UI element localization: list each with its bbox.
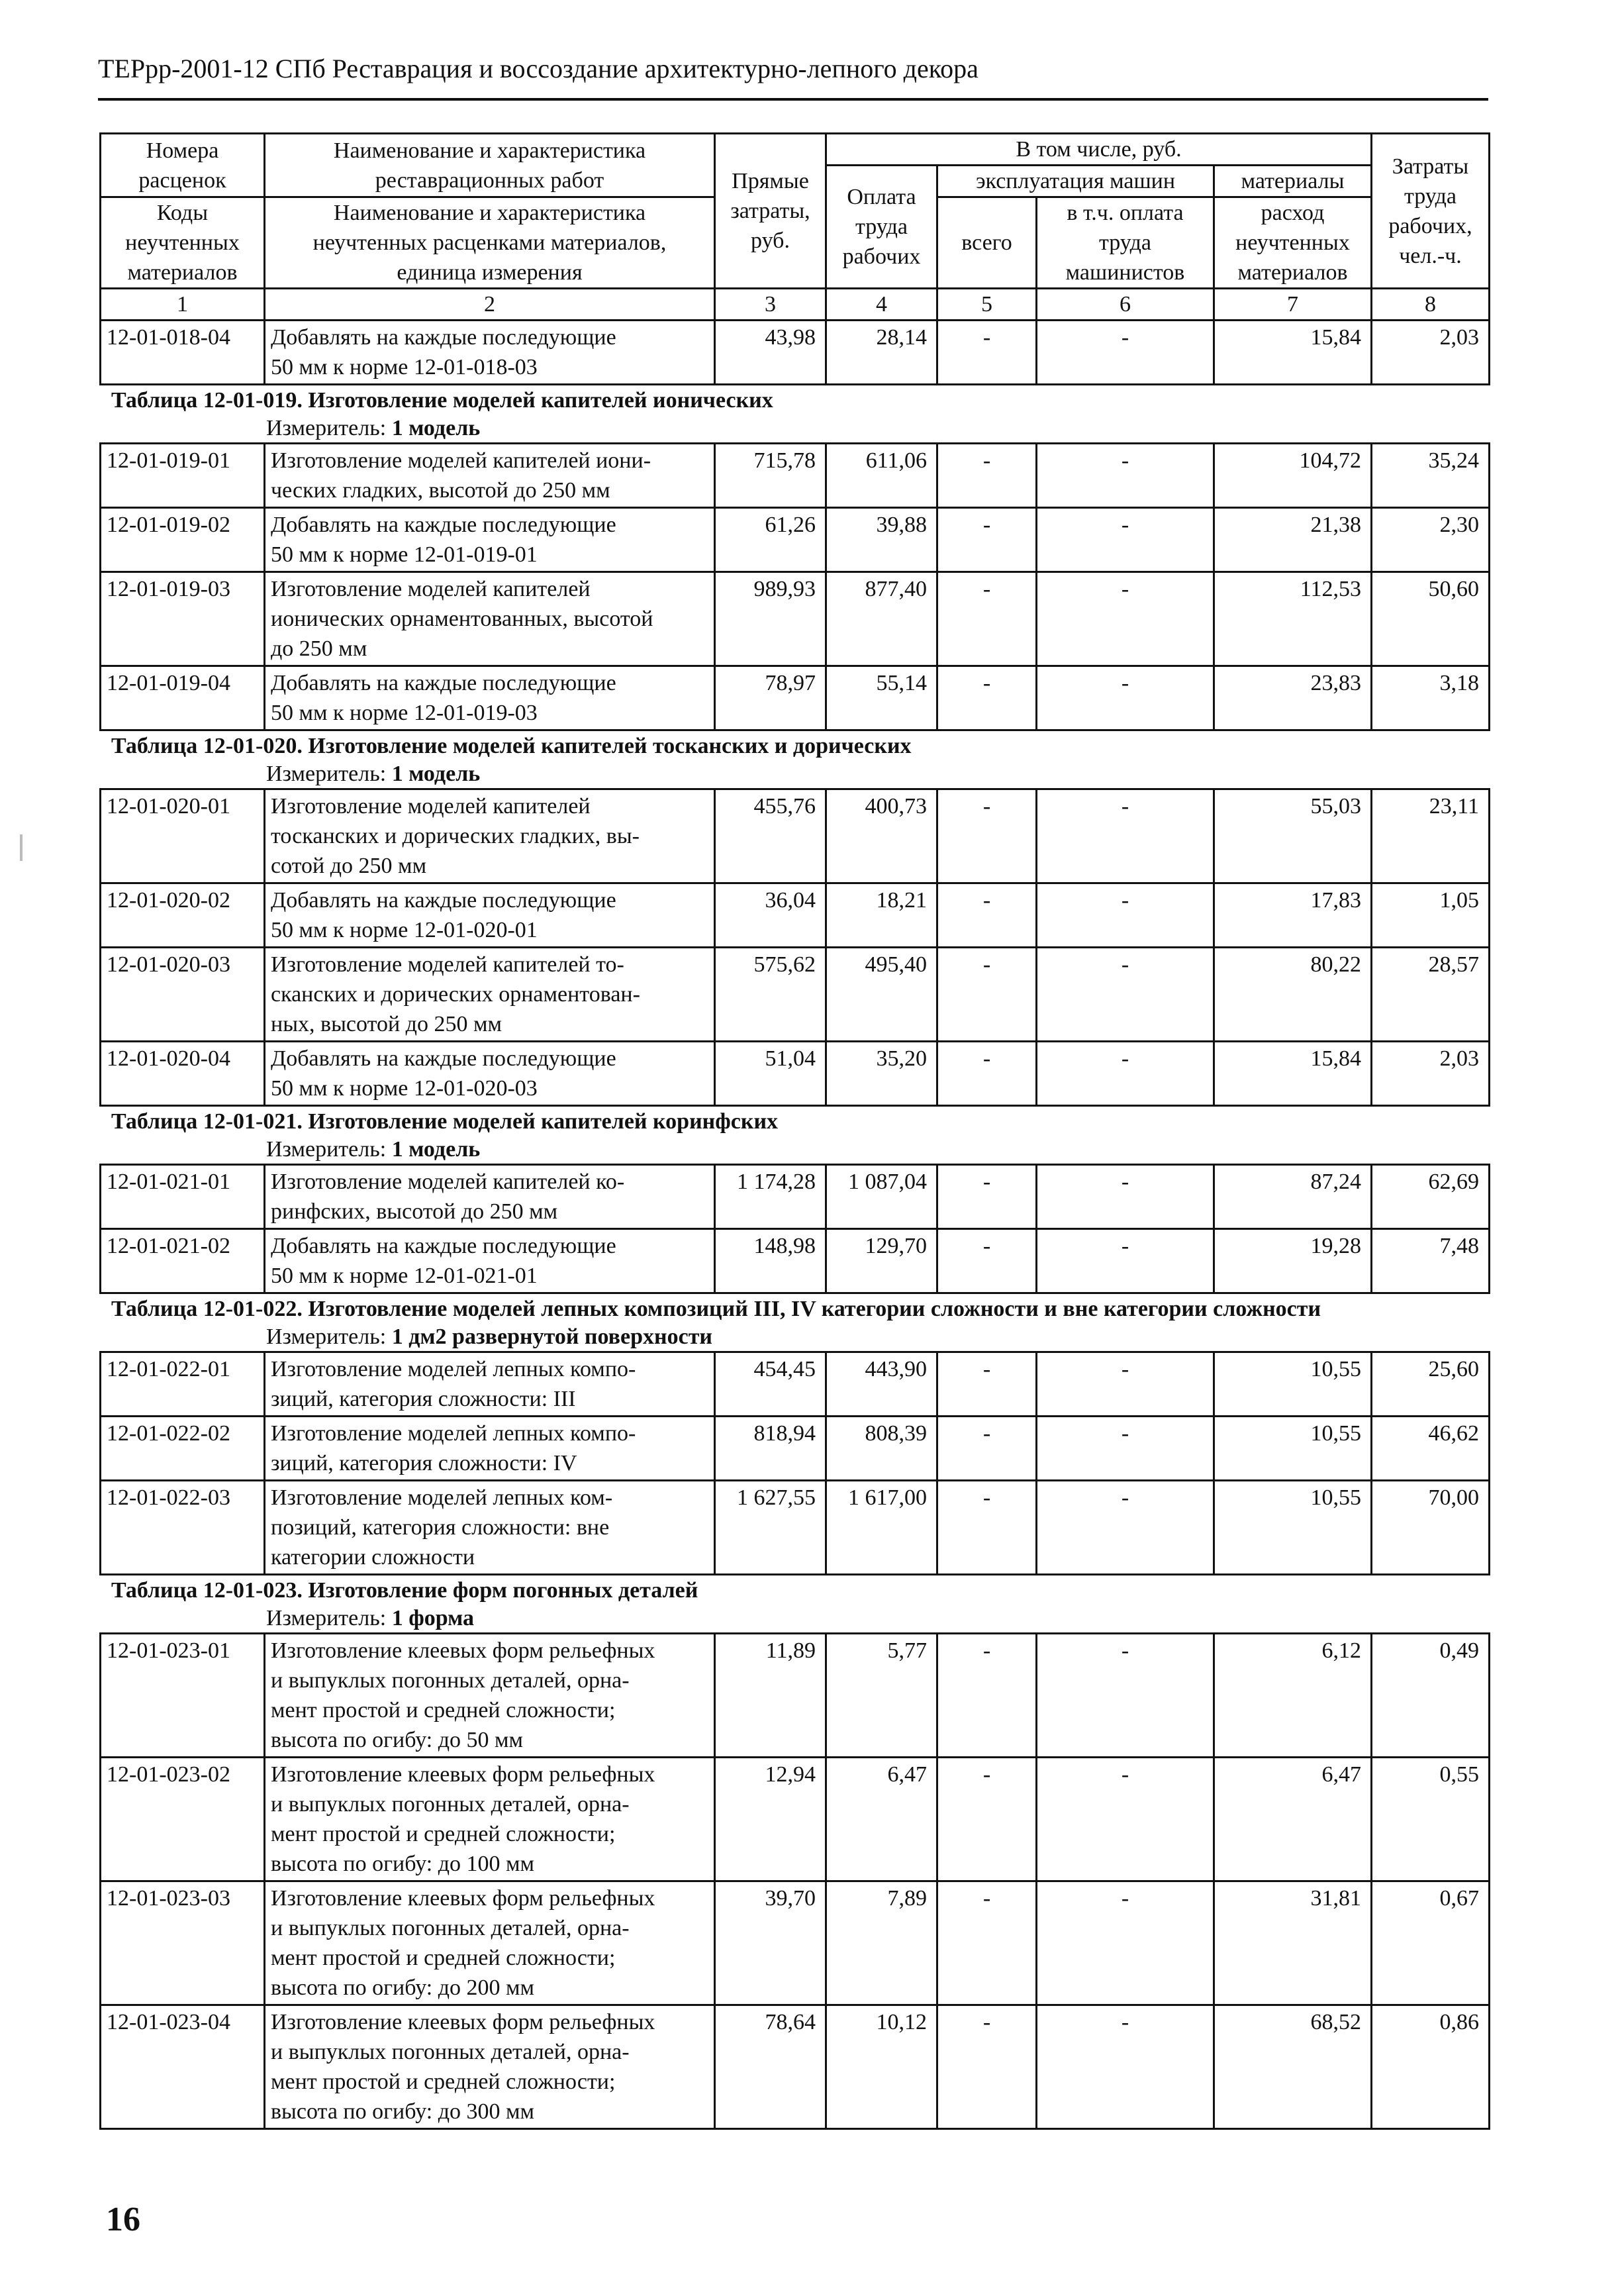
labor-costs: 46,62 [1372,1417,1490,1481]
description-line: категории сложности [271,1545,475,1570]
labor-costs: 28,57 [1372,948,1490,1042]
labor-costs: 25,60 [1372,1352,1490,1417]
direct-costs: 61,26 [715,508,826,572]
description-line: Добавлять на каждые последующие [271,513,616,537]
header-name [265,134,715,197]
description-line: ринфских, высотой до 250 мм [271,1199,558,1224]
materials-cost: 68,52 [1214,2005,1372,2129]
measure-value: 1 дм2 развернутой поверхности [391,1324,712,1349]
labor-costs: 2,30 [1372,508,1490,572]
header-machinist-line2: труда [1098,230,1152,255]
description-line: до 250 мм [271,636,367,661]
description-line: 50 мм к норме 12-01-021-01 [271,1264,538,1288]
description-line: и выпуклых погонных деталей, орна- [271,1916,630,1940]
labor-costs: 0,49 [1372,1634,1490,1758]
description-line: Изготовление моделей капителей то- [271,952,624,977]
materials-cost: 19,28 [1214,1229,1372,1293]
header-wage-line1: Оплата [847,185,916,209]
direct-costs: 39,70 [715,1881,826,2005]
header-codes-sub2: материалов [127,260,238,285]
wage-costs: 10,12 [826,2005,937,2129]
description-line: и выпуклых погонных деталей, орна- [271,1792,630,1817]
description-line: и выпуклых погонных деталей, орна- [271,2040,630,2064]
header-name2-sub2: единица измерения [397,260,583,285]
header-name-title: Наименование и характеристика [333,138,646,163]
machines-total: - [937,948,1037,1042]
rate-code: 12-01-019-01 [101,444,265,508]
materials-cost: 104,72 [1214,444,1372,508]
description-line: высота по огибу: до 200 мм [271,1975,535,2000]
table-title: Таблица 12-01-021. Изготовление моделей капителей коринфских [111,1109,779,1134]
wage-costs: 877,40 [826,572,937,666]
header-labor-line4: чел.-ч. [1399,243,1462,268]
wage-costs: 611,06 [826,444,937,508]
machinist-wage: - [1037,444,1214,508]
description-line: 50 мм к норме 12-01-018-03 [271,355,538,379]
direct-costs: 1 174,28 [715,1165,826,1229]
direct-costs: 575,62 [715,948,826,1042]
table-sections [99,387,1488,2130]
rate-code: 12-01-022-01 [101,1352,265,1417]
description-line: сотой до 250 мм [271,854,427,878]
materials-cost: 10,55 [1214,1481,1372,1575]
measure-label: Измеритель: [266,1137,387,1162]
rate-description [265,883,715,948]
column-numbers [101,289,1490,321]
wage-costs: 129,70 [826,1229,937,1293]
machines-total: - [937,1881,1037,2005]
header-labor-line2: труда [1404,183,1457,209]
description-line: высота по огибу: до 300 мм [271,2099,535,2124]
rate-description [265,1042,715,1106]
description-line: высота по огибу: до 50 мм [271,1728,524,1752]
labor-costs: 50,60 [1372,572,1490,666]
description-line: зиций, категория сложности: III [271,1387,576,1411]
machinist-wage: - [1037,1417,1214,1481]
header-direct-costs [715,134,826,289]
header-name2-sub1: неучтенных расценками материалов, [312,230,667,255]
direct-costs: 715,78 [715,444,826,508]
machines-total: - [937,572,1037,666]
direct-costs: 78,97 [715,666,826,730]
table-title: Таблица 12-01-020. Изготовление моделей капителей тосканских и дорических [111,734,912,758]
machines-total: - [937,666,1037,730]
description-line: Добавлять на каждые последующие [271,1046,616,1071]
description-line: ных, высотой до 250 мм [271,1012,502,1036]
table-row [101,1634,1490,1758]
page-number: 16 [106,2201,140,2238]
measure-value: 1 модель [391,762,481,786]
materials-cost: 55,03 [1214,789,1372,883]
table-row [101,1229,1490,1293]
header-labor-line1: Затраты [1392,154,1469,179]
scan-artifact [20,834,23,861]
description-line: Изготовление клеевых форм рельефных [271,2010,655,2034]
rate-description [265,2005,715,2129]
description-line: мент простой и средней сложности; [271,2070,616,2094]
description-line: Добавлять на каждые последующие [271,325,616,350]
description-line: Изготовление моделей капителей [271,794,591,819]
machinist-wage: - [1037,948,1214,1042]
materials-cost: 10,55 [1214,1417,1372,1481]
machinist-wage: - [1037,1634,1214,1758]
description-line: Изготовление клеевых форм рельефных [271,1886,655,1911]
header-consumption-line3: материалов [1237,260,1348,285]
rate-code: 12-01-019-04 [101,666,265,730]
machines-total: - [937,1417,1037,1481]
rate-description [265,1165,715,1229]
wage-costs: 400,73 [826,789,937,883]
header-name-sub: реставрационных работ [375,168,604,193]
rate-description [265,1758,715,1881]
direct-costs: 36,04 [715,883,826,948]
wage-costs: 5,77 [826,1634,937,1758]
wage-costs: 18,21 [826,883,937,948]
wage-costs: 808,39 [826,1417,937,1481]
table-row [101,1481,1490,1575]
wage-costs: 7,89 [826,1881,937,2005]
description-line: мент простой и средней сложности; [271,1698,616,1722]
measure-unit [99,1136,1488,1164]
column-number: 7 [1214,289,1372,321]
leading-rows [101,321,1490,385]
column-number: 2 [265,289,715,321]
description-line: высота по огибу: до 100 мм [271,1852,535,1876]
rate-description [265,321,715,385]
machines-total: - [937,1634,1037,1758]
materials-cost: 80,22 [1214,948,1372,1042]
description-line: 50 мм к норме 12-01-019-03 [271,701,538,725]
machinist-wage: - [1037,883,1214,948]
table-title: Таблица 12-01-022. Изготовление моделей лепных композиций III, IV категории сложности и вне категории сложности [111,1297,1321,1321]
labor-costs: 23,11 [1372,789,1490,883]
rate-table [99,1351,1490,1575]
measure-label: Измеритель: [266,416,387,440]
table-row [101,1758,1490,1881]
description-line: ческих гладких, высотой до 250 мм [271,478,610,503]
header-name2 [265,197,715,289]
direct-costs: 12,94 [715,1758,826,1881]
table-row [101,883,1490,948]
labor-costs: 2,03 [1372,321,1490,385]
description-line: тосканских и дорических гладких, вы- [271,824,640,848]
measure-unit [99,1605,1488,1632]
materials-cost: 87,24 [1214,1165,1372,1229]
machines-total: - [937,1229,1037,1293]
rate-code: 12-01-023-03 [101,1881,265,2005]
measure-value: 1 форма [391,1606,475,1630]
direct-costs: 1 627,55 [715,1481,826,1575]
materials-cost: 112,53 [1214,572,1372,666]
materials-cost: 15,84 [1214,1042,1372,1106]
machines-total: - [937,1165,1037,1229]
wage-costs: 1 087,04 [826,1165,937,1229]
rate-code: 12-01-022-02 [101,1417,265,1481]
measure-unit [99,1323,1488,1351]
materials-cost: 17,83 [1214,883,1372,948]
rate-description [265,444,715,508]
description-line: 50 мм к норме 12-01-020-01 [271,918,538,942]
description-line: Изготовление моделей лепных компо- [271,1357,636,1381]
description-line: Добавлять на каждые последующие [271,1234,616,1258]
header-machinist-wage [1037,197,1214,289]
measure-unit [99,415,1488,442]
table-title: Таблица 12-01-019. Изготовление моделей капителей ионических [111,388,773,413]
table-row [101,1165,1490,1229]
measure-unit [99,760,1488,788]
rate-description [265,948,715,1042]
machines-total: - [937,1758,1037,1881]
table-row [101,789,1490,883]
labor-costs: 0,86 [1372,2005,1490,2129]
header-direct-line3: руб. [751,228,790,253]
table-row [101,444,1490,508]
rate-description [265,508,715,572]
header-machines: эксплуатация машин [937,166,1214,197]
column-number: 3 [715,289,826,321]
description-line: 50 мм к норме 12-01-019-01 [271,542,538,567]
rate-description [265,1481,715,1575]
rate-code: 12-01-020-04 [101,1042,265,1106]
table-row [101,948,1490,1042]
header-consumption [1214,197,1372,289]
machinist-wage: - [1037,1758,1214,1881]
machines-total: - [937,1352,1037,1417]
machinist-wage: - [1037,1165,1214,1229]
rate-description [265,572,715,666]
machinist-wage: - [1037,1042,1214,1106]
description-line: Изготовление моделей капителей иони- [271,448,651,473]
rate-description [265,1352,715,1417]
description-line: зиций, категория сложности: IV [271,1451,577,1475]
description-line: мент простой и средней сложности; [271,1946,616,1970]
header-numbers-sub: расценок [138,168,226,193]
labor-costs: 2,03 [1372,1042,1490,1106]
header-codes-sub1: неучтенных [125,230,240,255]
rate-code: 12-01-021-01 [101,1165,265,1229]
column-number-row [101,289,1490,321]
table-row [101,1042,1490,1106]
machines-total: - [937,508,1037,572]
rate-code: 12-01-023-01 [101,1634,265,1758]
direct-costs: 818,94 [715,1417,826,1481]
measure-label: Измеритель: [266,762,387,786]
rate-description [265,1634,715,1758]
wage-costs: 1 617,00 [826,1481,937,1575]
rate-code: 12-01-023-02 [101,1758,265,1881]
rate-code: 12-01-019-02 [101,508,265,572]
description-line: Изготовление клеевых форм рельефных [271,1762,655,1787]
description-line: Добавлять на каждые последующие [271,888,616,913]
column-number: 6 [1037,289,1214,321]
table-row [101,666,1490,730]
machinist-wage: - [1037,1352,1214,1417]
machinist-wage: - [1037,2005,1214,2129]
description-line: Добавлять на каждые последующие [271,671,616,695]
header-consumption-line1: расход [1261,201,1325,225]
header-labor-line3: рабочих, [1388,213,1472,238]
rate-code: 12-01-023-04 [101,2005,265,2129]
rate-code: 12-01-020-01 [101,789,265,883]
machinist-wage: - [1037,508,1214,572]
wage-costs: 55,14 [826,666,937,730]
labor-costs: 0,55 [1372,1758,1490,1881]
rate-description [265,1417,715,1481]
materials-cost: 10,55 [1214,1352,1372,1417]
description-line: сканских и дорических орнаментован- [271,982,640,1007]
materials-cost: 15,84 [1214,321,1372,385]
measure-label: Измеритель: [266,1606,387,1630]
materials-cost: 31,81 [1214,1881,1372,2005]
machines-total: - [937,789,1037,883]
machinist-wage: - [1037,321,1214,385]
labor-costs: 3,18 [1372,666,1490,730]
rate-code: 12-01-019-03 [101,572,265,666]
rate-code: 12-01-020-02 [101,883,265,948]
header-numbers [101,134,265,197]
machines-total: - [937,1481,1037,1575]
header-consumption-line2: неучтенных [1235,230,1350,255]
header-direct-line2: затраты, [730,199,810,223]
machines-total: - [937,321,1037,385]
labor-costs: 0,67 [1372,1881,1490,2005]
header-labor [1372,134,1490,289]
materials-cost: 6,47 [1214,1758,1372,1881]
table-row [101,572,1490,666]
machinist-wage: - [1037,1481,1214,1575]
direct-costs: 11,89 [715,1634,826,1758]
header-codes-title: Коды [156,201,209,225]
header-machinist-line3: машинистов [1065,260,1185,285]
rate-table [99,788,1490,1107]
column-number: 1 [101,289,265,321]
column-number: 8 [1372,289,1490,321]
column-number: 5 [937,289,1037,321]
table-row [101,1417,1490,1481]
description-line: мент простой и средней сложности; [271,1822,616,1846]
direct-costs: 51,04 [715,1042,826,1106]
description-line: Изготовление клеевых форм рельефных [271,1638,655,1663]
rate-description [265,666,715,730]
rate-code: 12-01-022-03 [101,1481,265,1575]
machinist-wage: - [1037,789,1214,883]
header-numbers-title: Номера [146,138,219,163]
labor-costs: 35,24 [1372,444,1490,508]
rate-code: 12-01-018-04 [101,321,265,385]
rate-table [99,442,1490,731]
wage-costs: 495,40 [826,948,937,1042]
description-line: позиций, категория сложности: вне [271,1515,610,1540]
rate-code: 12-01-020-03 [101,948,265,1042]
table-row [101,321,1490,385]
measure-value: 1 модель [391,1137,481,1162]
machinist-wage: - [1037,666,1214,730]
description-line: 50 мм к норме 12-01-020-03 [271,1076,538,1101]
labor-costs: 7,48 [1372,1229,1490,1293]
header-wage-line2: труда [855,215,908,239]
wage-costs: 443,90 [826,1352,937,1417]
table-row [101,2005,1490,2129]
table-row [101,1881,1490,2005]
wage-costs: 28,14 [826,321,937,385]
page-header-title: ТЕРрр-2001-12 СПб Реставрация и воссоздание архитектурно-лепного декора [98,54,979,83]
rate-tables [99,132,1488,2130]
header-name2-title: Наименование и характеристика [333,201,646,225]
header-including: В том числе, руб. [826,134,1372,166]
wage-costs: 39,88 [826,508,937,572]
table-row [101,508,1490,572]
labor-costs: 62,69 [1372,1165,1490,1229]
rate-description [265,1881,715,2005]
machinist-wage: - [1037,572,1214,666]
direct-costs: 78,64 [715,2005,826,2129]
machines-total: - [937,2005,1037,2129]
header-wage [826,166,937,289]
header-machines-total: всего [937,197,1037,289]
wage-costs: 6,47 [826,1758,937,1881]
header-direct-line1: Прямые [732,169,809,193]
header-rule [98,98,1488,101]
direct-costs: 455,76 [715,789,826,883]
rate-table [99,1164,1490,1294]
machinist-wage: - [1037,1229,1214,1293]
description-line: и выпуклых погонных деталей, орна- [271,1668,630,1693]
materials-cost: 6,12 [1214,1634,1372,1758]
column-number: 4 [826,289,937,321]
measure-value: 1 модель [391,416,481,440]
direct-costs: 43,98 [715,321,826,385]
table-title: Таблица 12-01-023. Изготовление форм погонных деталей [111,1578,698,1603]
table-row [101,1352,1490,1417]
machines-total: - [937,1042,1037,1106]
description-line: Изготовление моделей лепных ком- [271,1485,613,1510]
description-line: ионических орнаментованных, высотой [271,607,653,631]
rate-code: 12-01-021-02 [101,1229,265,1293]
measure-label: Измеритель: [266,1324,387,1349]
column-header-table [99,132,1490,385]
header-materials: материалы [1214,166,1372,197]
rate-description [265,1229,715,1293]
labor-costs: 1,05 [1372,883,1490,948]
machines-total: - [937,444,1037,508]
machinist-wage: - [1037,1881,1214,2005]
description-line: Изготовление моделей капителей ко- [271,1170,625,1194]
header-wage-line3: рабочих [842,244,921,269]
direct-costs: 454,45 [715,1352,826,1417]
wage-costs: 35,20 [826,1042,937,1106]
header-codes [101,197,265,289]
description-line: Изготовление моделей капителей [271,577,591,601]
materials-cost: 23,83 [1214,666,1372,730]
direct-costs: 989,93 [715,572,826,666]
rate-description [265,789,715,883]
header-machinist-line1: в т.ч. оплата [1067,201,1184,225]
labor-costs: 70,00 [1372,1481,1490,1575]
materials-cost: 21,38 [1214,508,1372,572]
rate-table [99,1632,1490,2130]
description-line: Изготовление моделей лепных компо- [271,1421,636,1446]
machines-total: - [937,883,1037,948]
direct-costs: 148,98 [715,1229,826,1293]
